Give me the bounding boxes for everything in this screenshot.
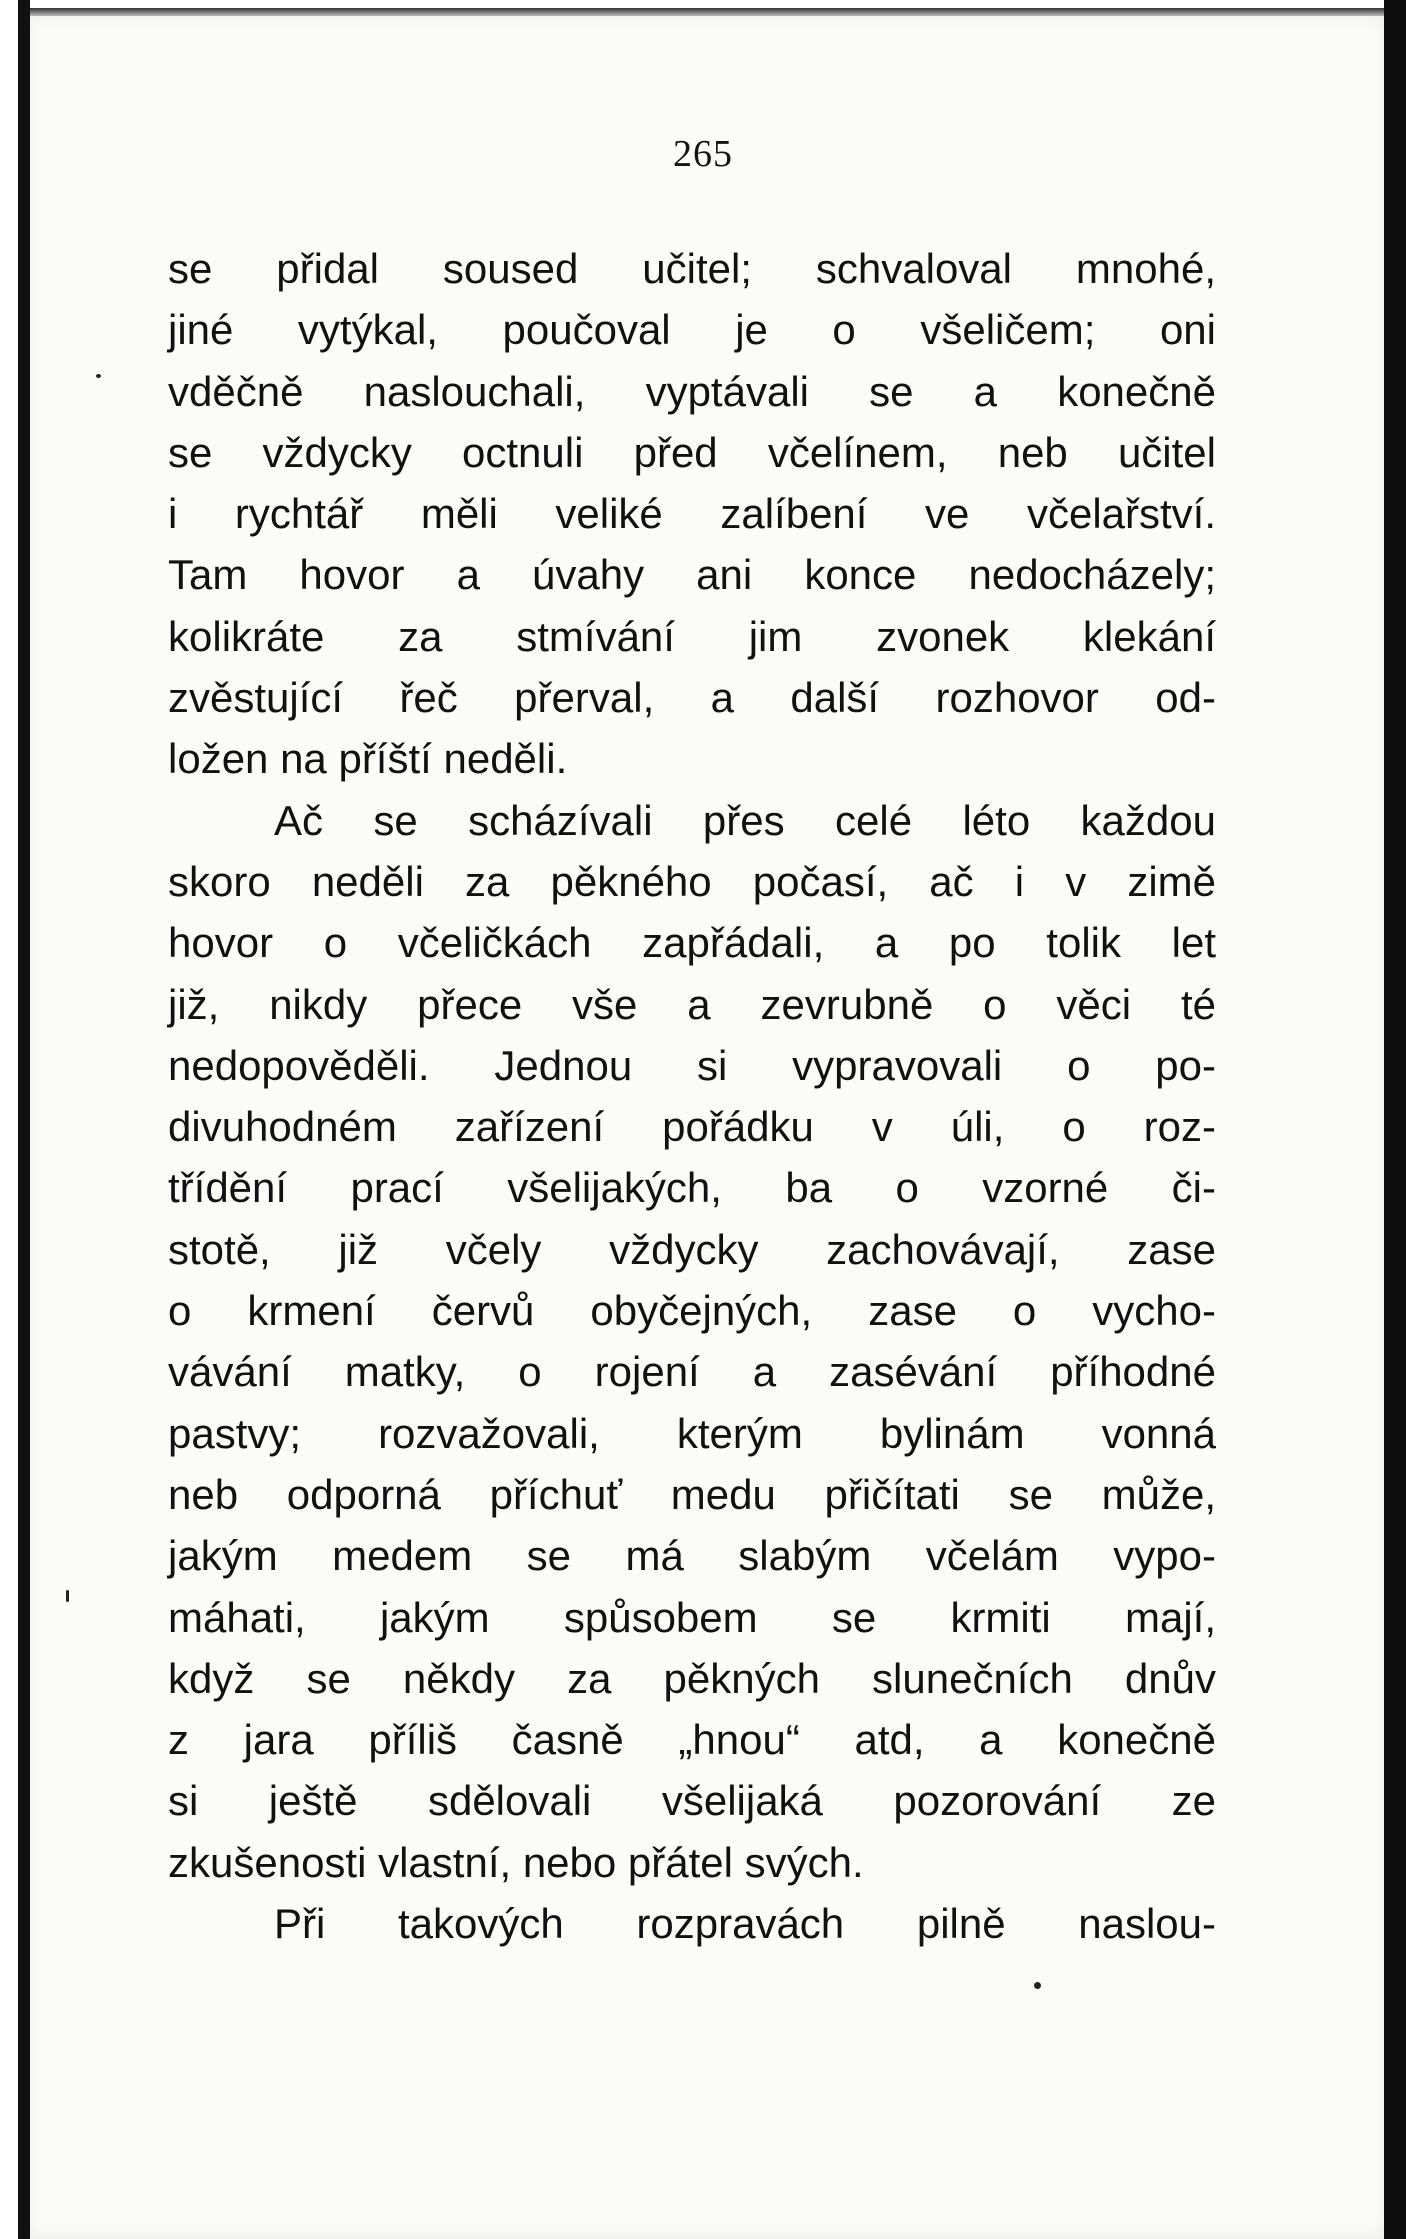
text-line: divuhodném zařízení pořádku v úli, o roz- [168, 1103, 1216, 1151]
text-line: když se někdy za pěkných slunečních dnův [168, 1654, 1216, 1702]
text-line: o krmení červů obyčejných, zase o vycho- [168, 1287, 1216, 1335]
text-line: se vždycky octnuli před včelínem, neb učitel [168, 428, 1216, 476]
text-line: nedopověděli. Jednou si vypravovali o po- [168, 1041, 1216, 1089]
text-line: stotě, již včely vždycky zachovávají, zase [168, 1225, 1216, 1273]
paragraph-start-line: Při takových rozpravách pilně naslou- [274, 1900, 1216, 1948]
text-line: zvěstující řeč přerval, a další rozhovor od- [168, 674, 1216, 722]
page-number: 265 [673, 133, 733, 175]
text-line: z jara příliš časně „hnou“ atd, a konečně [168, 1716, 1216, 1764]
text-line: již, nikdy přece vše a zevrubně o věci té [168, 980, 1216, 1028]
scan-speck [66, 1590, 69, 1602]
text-line: pastvy; rozvažovali, kterým bylinám vonná [168, 1409, 1216, 1457]
text-line: si ještě sdělovali všelijaká pozorování ze [168, 1777, 1216, 1825]
text-line: zkušenosti vlastní, nebo přátel svých. [168, 1838, 864, 1886]
text-line: kolikráte za stmívání jim zvonek klekání [168, 612, 1216, 660]
text-line: se přidal soused učitel; schvaloval mnohé, [168, 245, 1216, 292]
text-line: jakým medem se má slabým včelám vypo- [168, 1532, 1216, 1580]
text-line: hovor o včeličkách zapřádali, a po tolik let [168, 919, 1216, 967]
text-line: třídění prací všelijakých, ba o vzorné či- [168, 1164, 1216, 1212]
binding-edge-left [0, 0, 30, 2239]
text-line: jiné vytýkal, poučoval je o všeličem; oni [168, 306, 1216, 354]
text-line: vděčně naslouchali, vyptávali se a konečně [168, 367, 1216, 415]
text-line: neb odporná příchuť medu přičítati se může, [168, 1470, 1216, 1518]
text-line: i rychtář měli veliké zalíbení ve včelařství. [168, 490, 1216, 538]
scan-speck [1034, 1982, 1041, 1989]
text-line: vávání matky, o rojení a zasévání příhodné [168, 1348, 1216, 1396]
text-line: skoro neděli za pěkného počasí, ač i v zimě [168, 857, 1216, 905]
page-top-edge [26, 0, 1386, 16]
text-line: Tam hovor a úvahy ani konce nedocházely; [168, 551, 1216, 599]
text-line: máhati, jakým spůsobem se krmiti mají, [168, 1593, 1216, 1641]
scan-speck [96, 374, 101, 378]
text-line: ložen na příští neděli. [168, 735, 568, 783]
page-edge-right [1384, 0, 1406, 2239]
body-text [168, 238, 1216, 1954]
paragraph-start-line: Ač se scházívali přes celé léto každou [274, 796, 1216, 844]
